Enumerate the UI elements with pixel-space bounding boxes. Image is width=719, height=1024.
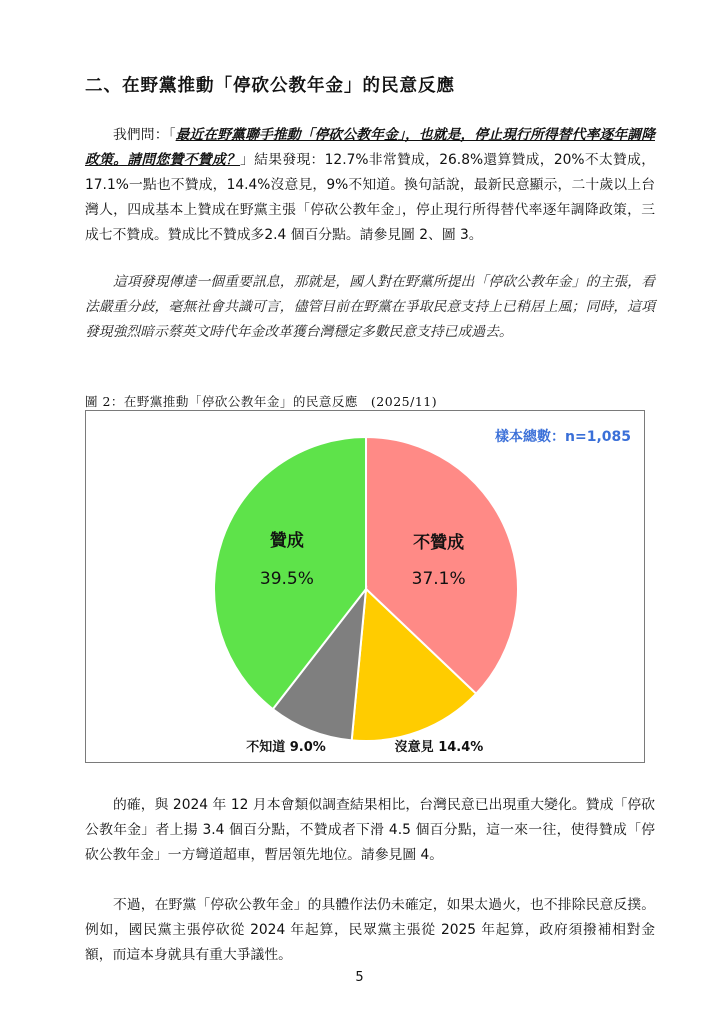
page-number: 5 xyxy=(355,970,364,985)
findings-text: 」結果發現：12.7%非常贊成，26.8%還算贊成，20%不太贊成，17.1%一點也不贊成，14.4%沒意見，9%不知道。換句話說，最新民意顯示，二十歲以上台灣人，四成基本上贊成在野黨主張「停砍公教年金」，停止現行所得替代率逐年調降政策，三成七不贊成。贊成比不贊成多2.4 個百分點。請參見圖 2、圖 3。 xyxy=(85,152,656,243)
section-heading: 二、在野黨推動「停砍公教年金」的民意反應 xyxy=(85,76,455,96)
sample-size-label: 樣本總數：n=1,085 xyxy=(495,429,631,445)
slice-value-4: 39.5% xyxy=(259,568,314,589)
slice-label-1: 不贊成 xyxy=(413,532,465,553)
paragraph-implication: 這項發現傳達一個重要訊息，那就是，國人對在野黨所提出「停砍公教年金」的主張，看法嚴重分歧，毫無社會共識可言，儘管目前在野黨在爭取民意支持上已稍居上風；同時，這項發現強烈暗示蔡英文時代年金改革獲台灣穩定多數民意支持已成過去。 xyxy=(85,274,655,340)
slice-label-3: 不知道 9.0% xyxy=(246,740,326,755)
slice-label-2: 沒意見 14.4% xyxy=(394,740,484,755)
slice-value-1: 37.1% xyxy=(411,568,466,589)
paragraph-caveat: 不過，在野黨「停砍公教年金」的具體作法仍未確定，如果太過火，也不排除民意反撲。例如，國民黨主張停砍從 2024 年起算，民眾黨主張從 2025 年起算，政府須撥補相對金額，而這本身就具有重大爭議性。 xyxy=(85,897,655,963)
paragraph-findings xyxy=(85,123,655,248)
pie-chart xyxy=(86,411,644,762)
question-lead: 我們問：「 xyxy=(113,127,176,143)
survey-question: 最近在野黨聯手推動「停砍公教年金」，也就是，停止現行所得替代率逐年調降政策。請問您贊不贊成？ xyxy=(85,127,655,168)
figure-caption: 圖 2：在野黨推動「停砍公教年金」的民意反應 (2025/11) xyxy=(85,394,438,409)
pie-chart-frame xyxy=(85,410,645,763)
paragraph-comparison: 的確，與 2024 年 12 月本會類似調查結果相比，台灣民意已出現重大變化。贊成「停砍公教年金」者上揚 3.4 個百分點，不贊成者下滑 4.5 個百分點，這一來一往，使得贊成「停砍公教年金」一方彎道超車，暫居領先地位。請參見圖 4。 xyxy=(85,797,655,863)
slice-label-4: 贊成 xyxy=(269,530,304,551)
